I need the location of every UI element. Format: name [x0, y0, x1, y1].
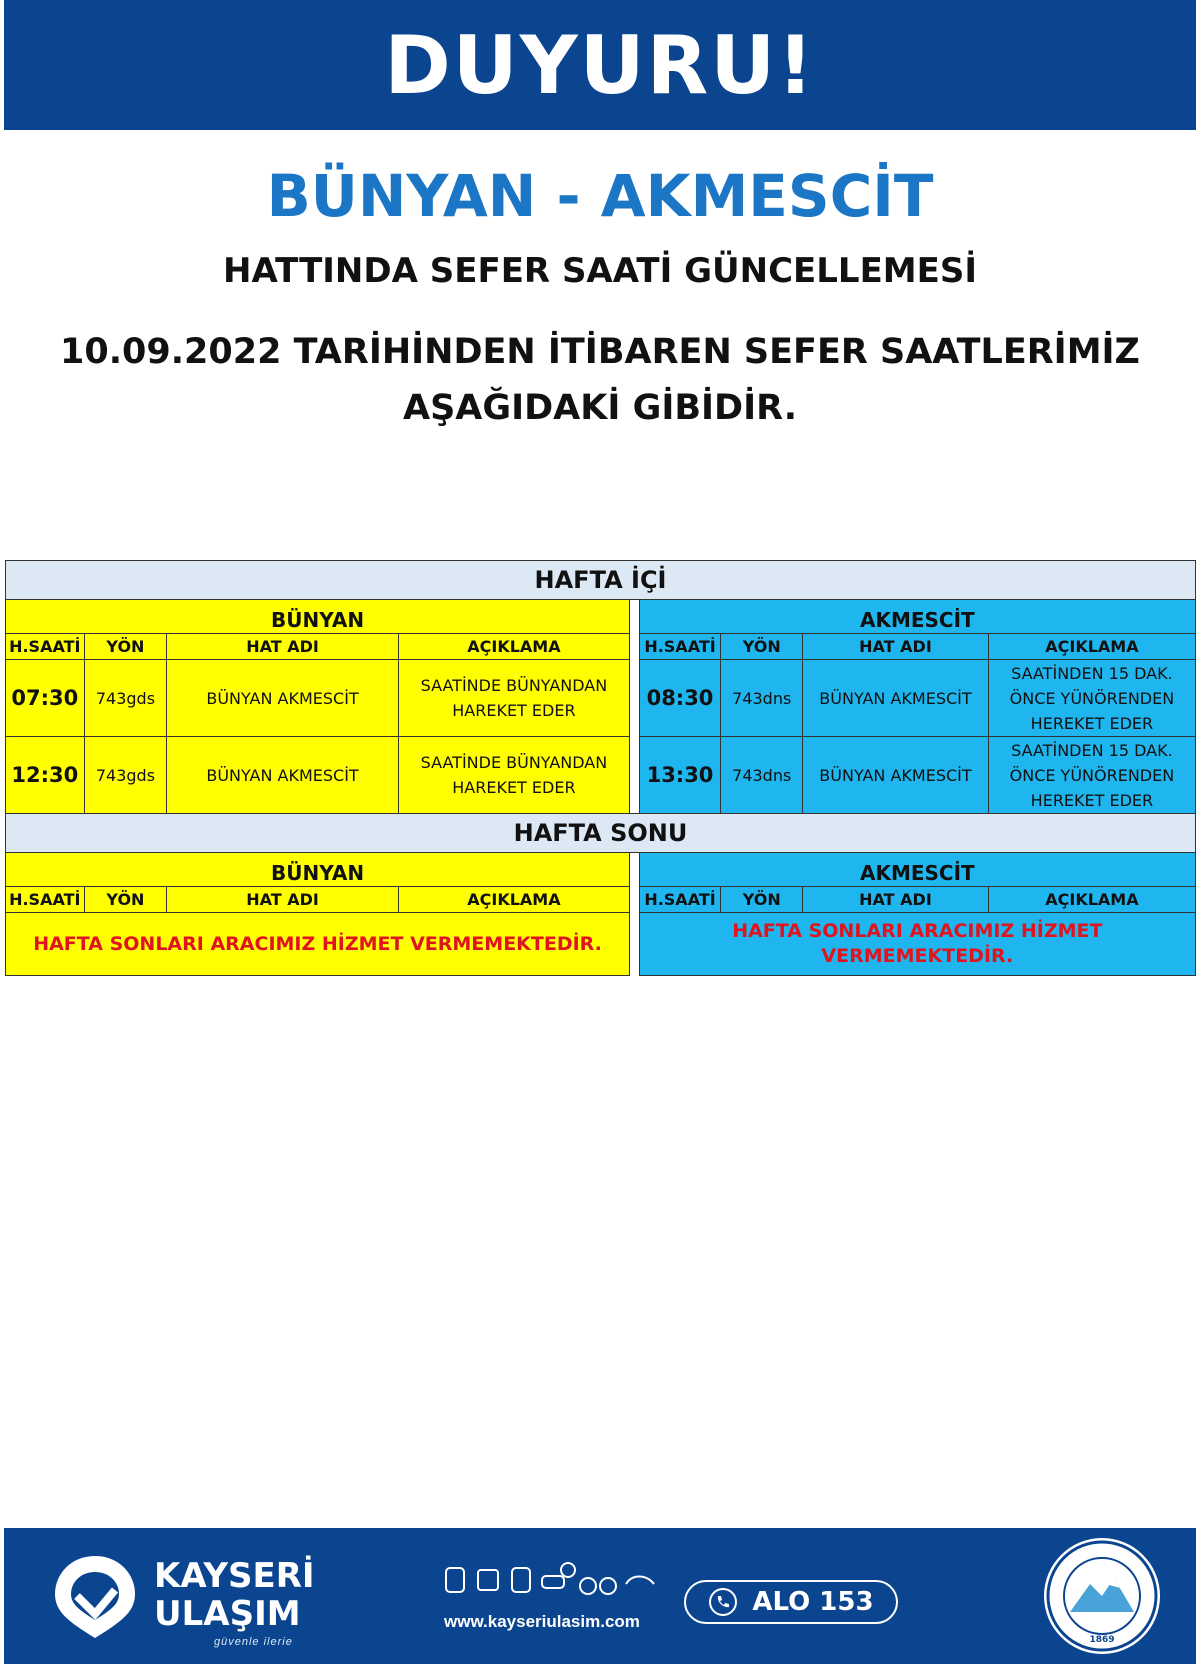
column-gap [630, 600, 640, 814]
description-line: ÖNCE YÜNÖRENDEN [1009, 688, 1175, 708]
weekend-akmescit-direction: AKMESCİT [639, 853, 1195, 887]
header-time: H.SAATİ [639, 887, 721, 913]
header-time: H.SAATİ [6, 887, 85, 913]
announcement-title: DUYURU! [384, 18, 816, 112]
description-line: HAREKET EDER [452, 701, 576, 720]
weekend-bunyan-direction: BÜNYAN [6, 853, 630, 887]
header-direction: YÖN [721, 887, 803, 913]
website-url: www.kayseriulasim.com [444, 1612, 640, 1631]
brand-slogan: güvenle ileriе [214, 1636, 293, 1648]
route-code: 743gds [84, 737, 167, 814]
parking-icon [561, 1563, 575, 1577]
description-line: HAREKET EDER [452, 778, 576, 797]
route-code: 743gds [84, 660, 167, 737]
header-line-name: HAT ADI [167, 887, 398, 913]
departure-time: 07:30 [6, 660, 85, 737]
weekend-no-service-akmescit: HAFTA SONLARI ARACIMIZ HİZMET VERMEMEKTEDİR. [639, 913, 1195, 976]
bus-icon [478, 1570, 498, 1590]
route-code: 743dns [721, 660, 803, 737]
header-time: H.SAATİ [639, 634, 721, 660]
line-name: BÜNYAN AKMESCİT [167, 660, 398, 737]
line-name: BÜNYAN AKMESCİT [803, 737, 989, 814]
header-direction: YÖN [84, 887, 167, 913]
departure-time: 12:30 [6, 737, 85, 814]
transport-icons [442, 1562, 662, 1598]
header-direction: YÖN [721, 634, 803, 660]
weekday-section-title: HAFTA İÇİ [6, 561, 1196, 600]
schedule-table [5, 560, 1196, 976]
weekend-section-title: HAFTA SONU [6, 814, 1196, 853]
hotline-number: ALO 153 [752, 1587, 874, 1617]
municipality-seal-icon [1044, 1538, 1160, 1654]
table-row [6, 660, 1196, 737]
description-line: SAATİNDE BÜNYANDAN [420, 753, 608, 772]
column-gap [630, 853, 640, 976]
description [988, 660, 1195, 737]
header-line-name: HAT ADI [803, 887, 989, 913]
line-name: BÜNYAN AKMESCİT [167, 737, 398, 814]
line-title: BÜNYAN - AKMESCİT [266, 162, 934, 230]
description-line: SAATİNDE BÜNYANDAN [420, 676, 608, 695]
route-code: 743dns [721, 737, 803, 814]
description [398, 660, 629, 737]
car-icon [542, 1576, 564, 1588]
header-description: AÇIKLAMA [398, 887, 629, 913]
header-time: H.SAATİ [6, 634, 85, 660]
footer-banner [4, 1528, 1196, 1664]
description-line: HEREKET EDER [1030, 790, 1154, 810]
description-line: HEREKET EDER [1030, 713, 1154, 733]
line-name: BÜNYAN AKMESCİT [803, 660, 989, 737]
seal-year: 1869 [1089, 1635, 1115, 1645]
tram-icon [446, 1568, 464, 1592]
header-description: AÇIKLAMA [988, 887, 1195, 913]
description [398, 737, 629, 814]
notice-line-1: 10.09.2022 TARİHİNDEN İTİBAREN SEFER SAATLERİMİZ [60, 332, 1140, 372]
departure-time: 08:30 [639, 660, 721, 737]
train-icon [512, 1568, 530, 1592]
phone-icon [708, 1587, 738, 1617]
brand-name-line-2: ULAŞIM [154, 1594, 301, 1634]
header-description: AÇIKLAMA [398, 634, 629, 660]
description-line: ÖNCE YÜNÖRENDEN [1009, 765, 1175, 785]
card-payment-icon [626, 1577, 654, 1585]
kayseri-ulasim-logo-icon [49, 1550, 141, 1642]
weekday-bunyan-direction: BÜNYAN [6, 600, 630, 634]
header-line-name: HAT ADI [803, 634, 989, 660]
weekend-no-service-bunyan: HAFTA SONLARI ARACIMIZ HİZMET VERMEMEKTEDİR. [6, 913, 630, 976]
bicycle-icon [580, 1578, 596, 1594]
description [988, 737, 1195, 814]
hotline-badge [684, 1580, 898, 1624]
header-line-name: HAT ADI [167, 634, 398, 660]
header-direction: YÖN [84, 634, 167, 660]
notice-line-2: AŞAĞIDAKİ GİBİDİR. [402, 388, 798, 428]
weekday-akmescit-direction: AKMESCİT [639, 600, 1195, 634]
subtitle: HATTINDA SEFER SAATİ GÜNCELLEMESİ [222, 251, 977, 291]
brand-name-line-1: KAYSERİ [154, 1556, 315, 1596]
departure-time: 13:30 [639, 737, 721, 814]
description-line: SAATİNDEN 15 DAK. [1011, 663, 1173, 683]
description-line: SAATİNDEN 15 DAK. [1011, 740, 1173, 760]
table-row [6, 737, 1196, 814]
header-description: AÇIKLAMA [988, 634, 1195, 660]
top-banner [4, 0, 1196, 130]
effective-date-notice [0, 324, 1200, 436]
